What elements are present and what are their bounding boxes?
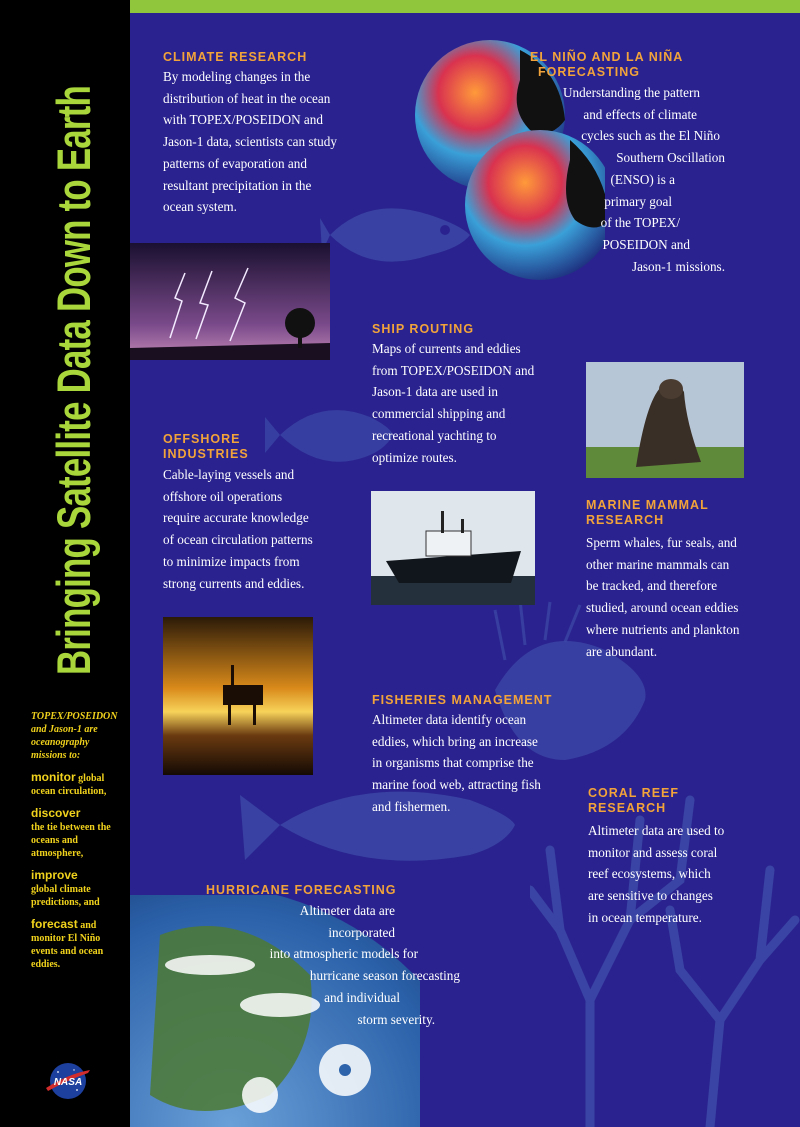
mission-list xyxy=(31,710,126,971)
heading-line: EL NIÑO AND LA NIÑA xyxy=(530,50,684,64)
text-line: POSEIDON and xyxy=(602,236,690,252)
text-line: of the TOPEX/ xyxy=(600,215,680,231)
hurricane-body xyxy=(230,900,460,1030)
text-line: By modeling changes in the xyxy=(163,69,311,84)
text-line: ocean system. xyxy=(163,199,237,215)
text-line: in organisms that comprise the xyxy=(372,755,534,771)
mission-text: the tie between the oceans and atmosphere, xyxy=(31,822,111,859)
text-line: distribution of heat in the ocean xyxy=(163,90,331,106)
text-line: Altimeter data are used to xyxy=(588,823,725,838)
offshore-heading xyxy=(163,432,249,462)
poster-title: Bringing Satellite Data Down to Earth xyxy=(47,85,100,676)
climate-body xyxy=(163,66,393,218)
lightning-photo xyxy=(130,243,330,360)
text-line: Altimeter data identify ocean xyxy=(372,712,527,727)
text-line: Southern Oscillation xyxy=(616,150,725,166)
fur-seal-photo xyxy=(586,362,744,478)
text-line: to minimize impacts from xyxy=(163,553,300,569)
text-line: are sensitive to changes xyxy=(588,888,713,904)
text-line: hurricane season forecasting xyxy=(309,968,460,984)
text-line: storm severity. xyxy=(357,1011,435,1027)
mission-keyword: discover xyxy=(31,806,81,820)
text-line: primary goal xyxy=(604,193,672,209)
text-line: reef ecosystems, which xyxy=(588,866,711,882)
text-line: patterns of evaporation and xyxy=(163,155,307,171)
mission-intro: TOPEX/POSEIDON and Jason-1 are oceanography missions to: xyxy=(31,711,118,761)
marine-body xyxy=(586,532,796,662)
heading-line: MARINE MAMMAL xyxy=(586,498,709,512)
mission-keyword: monitor xyxy=(31,770,76,784)
text-line: eddies, which bring an increase xyxy=(372,733,538,749)
text-line: and fishermen. xyxy=(372,798,451,814)
sidebar xyxy=(0,0,130,1127)
text-line: Understanding the pattern xyxy=(563,85,700,100)
ship-body xyxy=(372,338,592,468)
marine-heading xyxy=(586,498,709,528)
heading-line: RESEARCH xyxy=(586,513,665,527)
text-line: into atmospheric models for xyxy=(269,946,418,962)
fisheries-body xyxy=(372,709,592,818)
elnino-body xyxy=(525,82,725,277)
text-line: Jason-1 data, scientists can study xyxy=(163,134,337,150)
nasa-logo-icon xyxy=(44,1060,92,1102)
mission-text: and monitor El Niño events and ocean eddies. xyxy=(31,920,104,970)
elnino-heading xyxy=(530,50,683,80)
heading-line: FORECASTING xyxy=(538,65,640,79)
hurricane-heading: HURRICANE FORECASTING xyxy=(206,883,397,897)
text-line: are abundant. xyxy=(586,643,658,659)
main-panel xyxy=(130,0,800,1127)
coral-body xyxy=(588,820,798,929)
offshore-body xyxy=(163,464,363,594)
text-line: Jason-1 data are used in xyxy=(372,384,498,400)
mission-keyword: forecast xyxy=(31,917,78,931)
heading-line: OFFSHORE xyxy=(163,432,241,446)
heading-line: CORAL REEF xyxy=(588,786,680,800)
top-accent-bar xyxy=(130,0,800,13)
text-line: Altimeter data are incorporated xyxy=(299,903,395,940)
oil-rig-photo xyxy=(163,617,313,775)
text-line: other marine mammals can xyxy=(586,556,730,572)
mission-item xyxy=(31,771,126,798)
ship-heading: SHIP ROUTING xyxy=(372,322,475,336)
mission-text: global climate predictions, and xyxy=(31,884,100,908)
fisheries-heading: FISHERIES MANAGEMENT xyxy=(372,693,553,707)
text-line: monitor and assess coral xyxy=(588,844,718,860)
text-line: with TOPEX/POSEIDON and xyxy=(163,112,323,128)
text-line: Maps of currents and eddies xyxy=(372,341,521,356)
text-line: offshore oil operations xyxy=(163,488,283,504)
text-line: recreational yachting to xyxy=(372,427,497,443)
text-line: be tracked, and therefore xyxy=(586,578,718,594)
heading-line: INDUSTRIES xyxy=(163,447,249,461)
mission-item xyxy=(31,807,126,860)
text-line: resultant precipitation in the xyxy=(163,177,312,193)
nasa-logo-text: NASA xyxy=(53,1077,83,1088)
text-line: Jason-1 missions. xyxy=(631,258,725,274)
text-line: from TOPEX/POSEIDON and xyxy=(372,362,535,378)
text-line: Sperm whales, fur seals, and xyxy=(586,535,737,550)
ship-photo xyxy=(371,491,535,605)
mission-item xyxy=(31,869,126,909)
text-line: in ocean temperature. xyxy=(588,909,702,925)
coral-heading xyxy=(588,786,679,816)
text-line: where nutrients and plankton xyxy=(586,621,740,637)
text-line: studied, around ocean eddies xyxy=(586,600,739,616)
text-line: optimize routes. xyxy=(372,449,457,465)
text-line: cycles such as the El Niño xyxy=(581,128,720,144)
mission-text: global ocean circulation, xyxy=(31,773,107,797)
text-line: and effects of climate xyxy=(583,106,697,122)
text-line: marine food web, attracting fish xyxy=(372,777,541,793)
text-line: of ocean circulation patterns xyxy=(163,532,313,548)
text-line: Cable-laying vessels and xyxy=(163,467,295,482)
text-line: require accurate knowledge xyxy=(163,510,309,526)
mission-item xyxy=(31,918,126,971)
text-line: commercial shipping and xyxy=(372,406,506,422)
climate-heading: CLIMATE RESEARCH xyxy=(163,50,308,64)
text-line: strong currents and eddies. xyxy=(163,575,305,591)
text-line: and individual xyxy=(324,989,400,1005)
mission-keyword: improve xyxy=(31,868,78,882)
heading-line: RESEARCH xyxy=(588,801,667,815)
text-line: (ENSO) is a xyxy=(610,171,675,187)
